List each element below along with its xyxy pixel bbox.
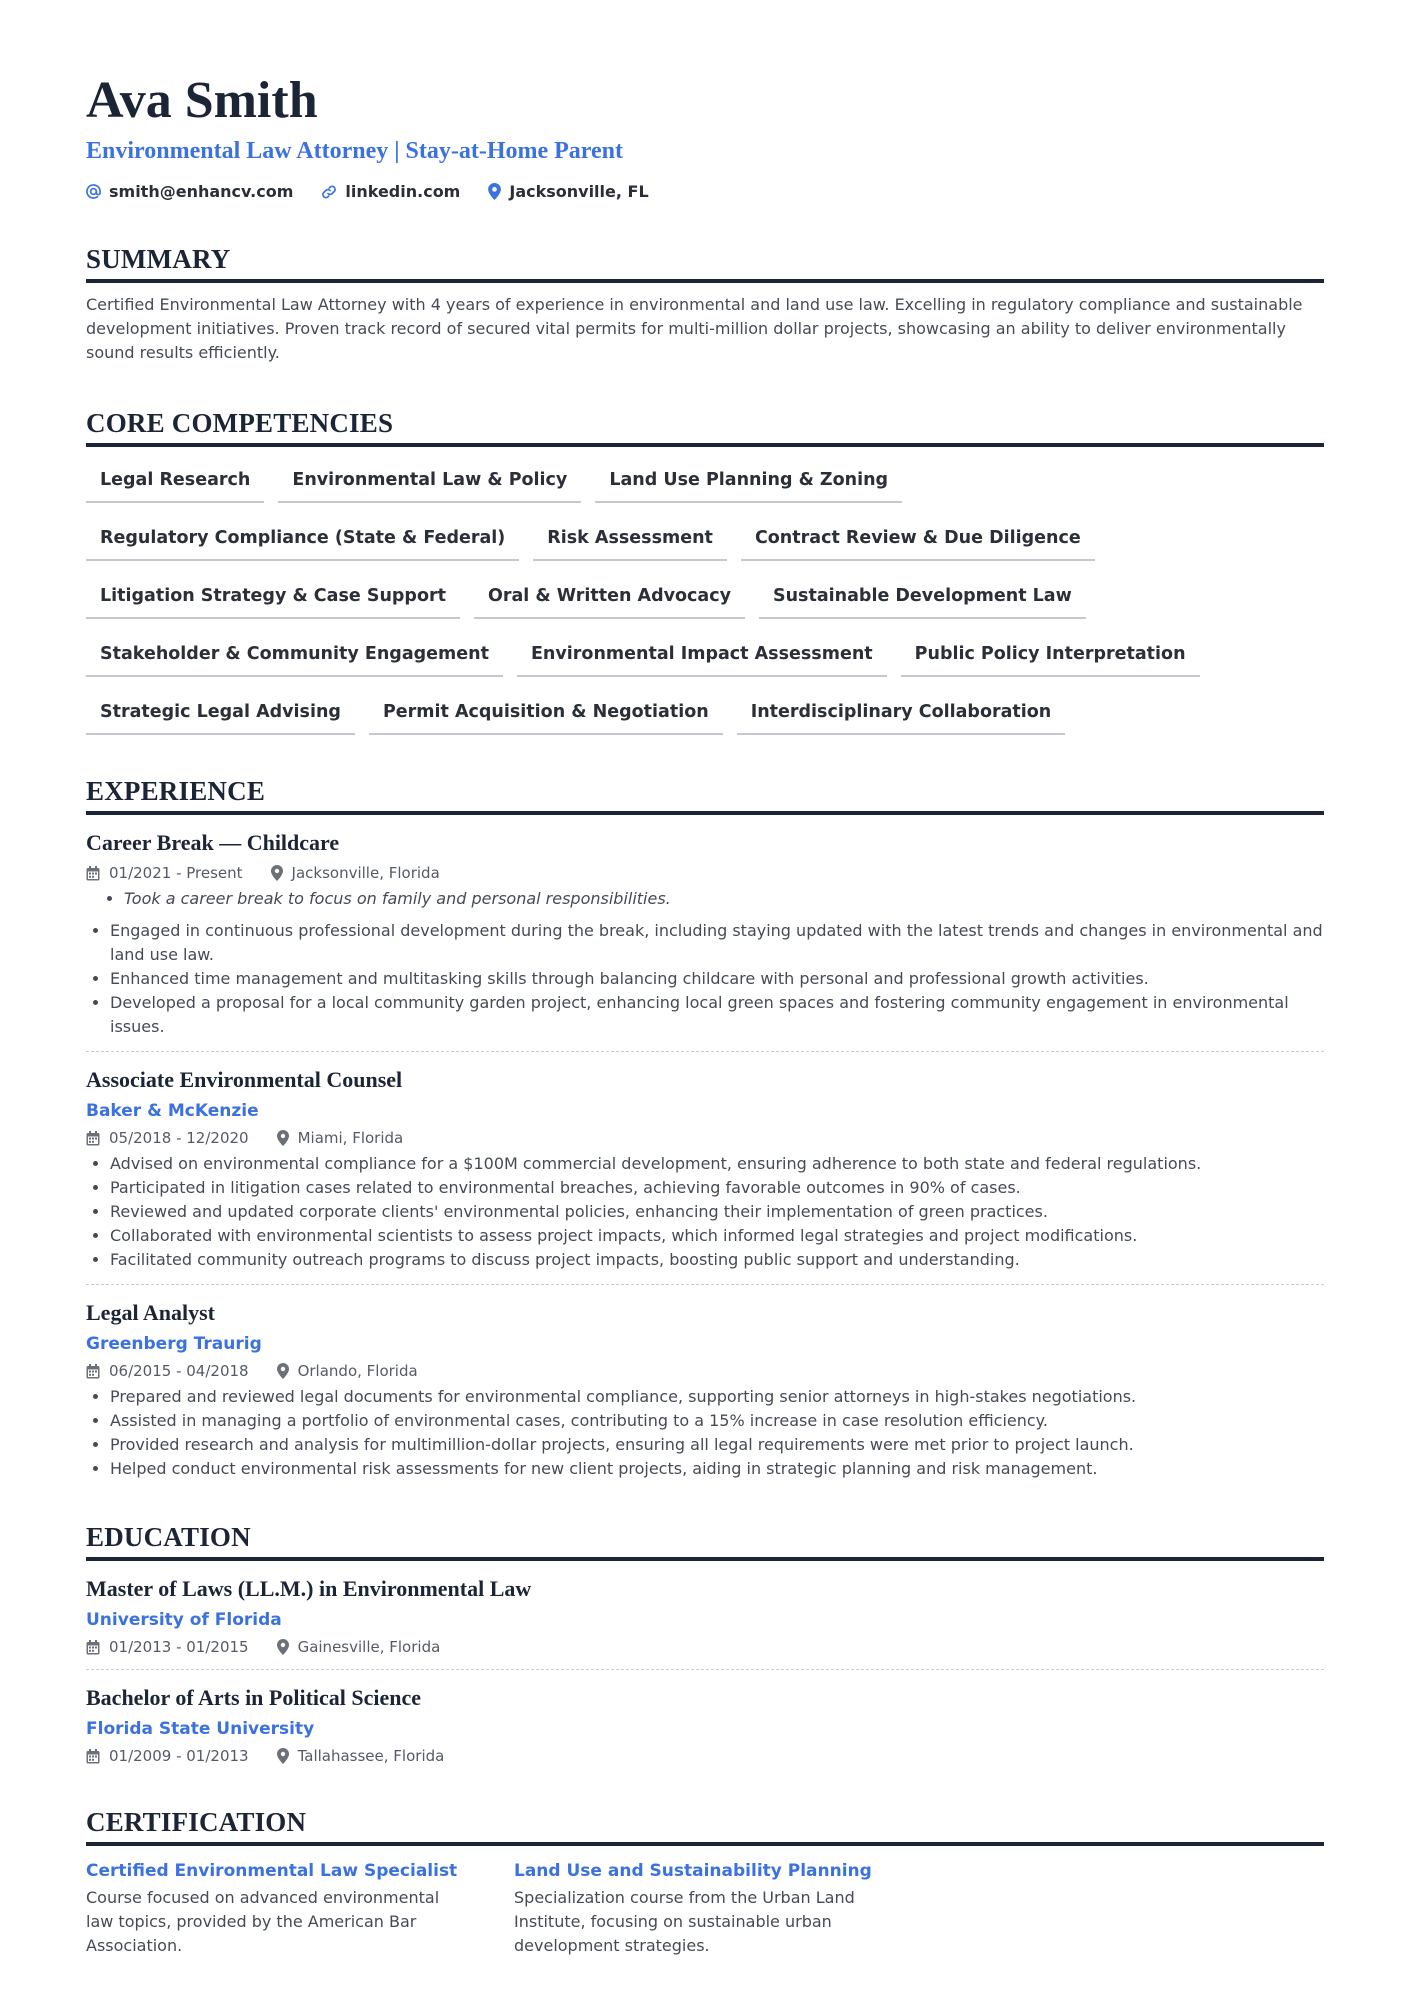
competency-chip: Contract Review & Due Diligence	[741, 519, 1095, 561]
bullet-item: • Provided research and analysis for multimillion-dollar projects, ensuring all legal requirements were met prior to project launch.	[110, 1433, 1324, 1457]
contact-location	[488, 182, 648, 201]
calendar-icon	[86, 866, 100, 881]
summary-heading: SUMMARY	[86, 243, 1324, 283]
certification-list	[86, 1860, 1324, 1958]
job-dates: 01/2021 - Present	[109, 864, 243, 882]
education-heading: EDUCATION	[86, 1521, 1324, 1561]
education-dates: 01/2009 - 01/2013	[109, 1747, 249, 1765]
competency-chip: Strategic Legal Advising	[86, 693, 355, 735]
location-pin-icon	[271, 865, 283, 881]
certification-heading: CERTIFICATION	[86, 1806, 1324, 1846]
certification-entry	[86, 1860, 462, 1958]
competency-chip: Regulatory Compliance (State & Federal)	[86, 519, 519, 561]
job-dates: 05/2018 - 12/2020	[109, 1129, 249, 1147]
candidate-name: Ava Smith	[86, 72, 318, 129]
education-location: Tallahassee, Florida	[297, 1747, 445, 1765]
calendar-icon	[86, 1640, 100, 1655]
competency-chip: Permit Acquisition & Negotiation	[369, 693, 723, 735]
at-icon	[86, 184, 101, 199]
bullet-item: • Participated in litigation cases related to environmental breaches, achieving favorable outcomes in 90% of cases.	[110, 1176, 1324, 1200]
bullet-item: • Reviewed and updated corporate clients' environmental policies, enhancing their implementation of green practices.	[110, 1200, 1324, 1224]
certification-entry	[514, 1860, 890, 1958]
location-pin-icon	[488, 183, 501, 200]
contact-location-text: Jacksonville, FL	[509, 182, 649, 201]
company-name: Baker & McKenzie	[86, 1101, 259, 1121]
competency-chip: Environmental Impact Assessment	[517, 635, 887, 677]
bullet-item: • Enhanced time management and multitasking skills through balancing childcare with personal and professional growth activities.	[110, 967, 1324, 991]
certification-description: Specialization course from the Urban Land Institute, focusing on sustainable urban development strategies.	[514, 1888, 855, 1955]
competency-chip: Land Use Planning & Zoning	[595, 461, 902, 503]
competency-chip: Interdisciplinary Collaboration	[737, 693, 1066, 735]
job-dates: 06/2015 - 04/2018	[109, 1362, 249, 1380]
location-pin-icon	[277, 1748, 289, 1764]
certification-description: Course focused on advanced environmental law topics, provided by the American Bar Association.	[86, 1888, 440, 1955]
job-meta	[86, 863, 1324, 883]
education-entry	[86, 1561, 1324, 1657]
bullet-item: • Advised on environmental compliance for a $100M commercial development, ensuring adherence to both state and federal regulations.	[110, 1152, 1324, 1176]
competency-list	[86, 461, 1324, 735]
competency-chip: Sustainable Development Law	[759, 577, 1086, 619]
job-location: Orlando, Florida	[297, 1362, 418, 1380]
job-title: Associate Environmental Counsel	[86, 1067, 403, 1092]
degree-title: Master of Laws (LL.M.) in Environmental Law	[86, 1576, 532, 1601]
contact-linkedin-text: linkedin.com	[345, 182, 461, 201]
job-location: Jacksonville, Florida	[291, 864, 440, 882]
summary-text: Certified Environmental Law Attorney with 4 years of experience in environmental and land use law. Excelling in regulatory compliance and sustainable development initiatives. Proven track record of secured vital permits for multi-million dollar projects, showcasing an ability to deliver environmentally sound results efficiently.	[86, 295, 1303, 362]
calendar-icon	[86, 1749, 100, 1764]
competency-chip: Oral & Written Advocacy	[474, 577, 745, 619]
bullet-item: • Collaborated with environmental scientists to assess project impacts, which informed legal strategies and project modifications.	[110, 1224, 1324, 1248]
experience-entry	[86, 1284, 1324, 1481]
job-title: Legal Analyst	[86, 1300, 215, 1325]
competencies-heading: CORE COMPETENCIES	[86, 407, 1324, 447]
education-meta	[86, 1637, 1324, 1657]
company-name: Greenberg Traurig	[86, 1334, 262, 1354]
education-meta	[86, 1746, 1324, 1766]
job-bullets	[86, 1152, 1324, 1272]
bullet-item: • Engaged in continuous professional development during the break, including staying updated with the latest trends and changes in environmental and land use law.	[110, 919, 1324, 967]
degree-title: Bachelor of Arts in Political Science	[86, 1685, 422, 1710]
link-icon	[321, 184, 337, 200]
education-location: Gainesville, Florida	[297, 1638, 441, 1656]
competency-chip: Environmental Law & Policy	[278, 461, 581, 503]
calendar-icon	[86, 1364, 100, 1379]
experience-heading: EXPERIENCE	[86, 775, 1324, 815]
competency-chip: Stakeholder & Community Engagement	[86, 635, 503, 677]
competency-chip: Legal Research	[86, 461, 264, 503]
job-bullets	[86, 919, 1324, 1039]
bullet-item: • Developed a proposal for a local community garden project, enhancing local green spaces and fostering community engagement in environmental issues.	[110, 991, 1324, 1039]
experience-entry	[86, 1051, 1324, 1272]
contact-linkedin[interactable]	[321, 182, 460, 201]
location-pin-icon	[277, 1363, 289, 1379]
contact-email-text: smith@enhancv.com	[109, 182, 294, 201]
job-bullets	[86, 1385, 1324, 1481]
job-title: Career Break — Childcare	[86, 830, 340, 855]
bullet-item: • Facilitated community outreach programs to discuss project impacts, boosting public support and understanding.	[110, 1248, 1324, 1272]
competency-chip: Public Policy Interpretation	[901, 635, 1200, 677]
competency-chip: Litigation Strategy & Case Support	[86, 577, 460, 619]
competency-chip: Risk Assessment	[533, 519, 727, 561]
job-meta	[86, 1128, 1324, 1148]
job-meta	[86, 1361, 1324, 1381]
contact-bar	[86, 182, 1324, 201]
career-break-note	[86, 887, 1324, 911]
bullet-item: • Assisted in managing a portfolio of environmental cases, contributing to a 15% increase in case resolution efficiency.	[110, 1409, 1324, 1433]
candidate-headline: Environmental Law Attorney | Stay-at-Home Parent	[86, 138, 624, 164]
location-pin-icon	[277, 1639, 289, 1655]
note-item: • Took a career break to focus on family and personal responsibilities.	[124, 887, 1324, 911]
calendar-icon	[86, 1131, 100, 1146]
bullet-item: • Helped conduct environmental risk assessments for new client projects, aiding in strategic planning and risk management.	[110, 1457, 1324, 1481]
education-dates: 01/2013 - 01/2015	[109, 1638, 249, 1656]
education-entry	[86, 1669, 1324, 1766]
job-location: Miami, Florida	[297, 1129, 404, 1147]
contact-email[interactable]	[86, 182, 293, 201]
school-name: Florida State University	[86, 1719, 315, 1739]
bullet-item: • Prepared and reviewed legal documents for environmental compliance, supporting senior attorneys in high-stakes negotiations.	[110, 1385, 1324, 1409]
location-pin-icon	[277, 1130, 289, 1146]
experience-entry	[86, 815, 1324, 1039]
certification-title: Land Use and Sustainability Planning	[514, 1861, 872, 1881]
certification-title: Certified Environmental Law Specialist	[86, 1861, 458, 1881]
school-name: University of Florida	[86, 1610, 282, 1630]
